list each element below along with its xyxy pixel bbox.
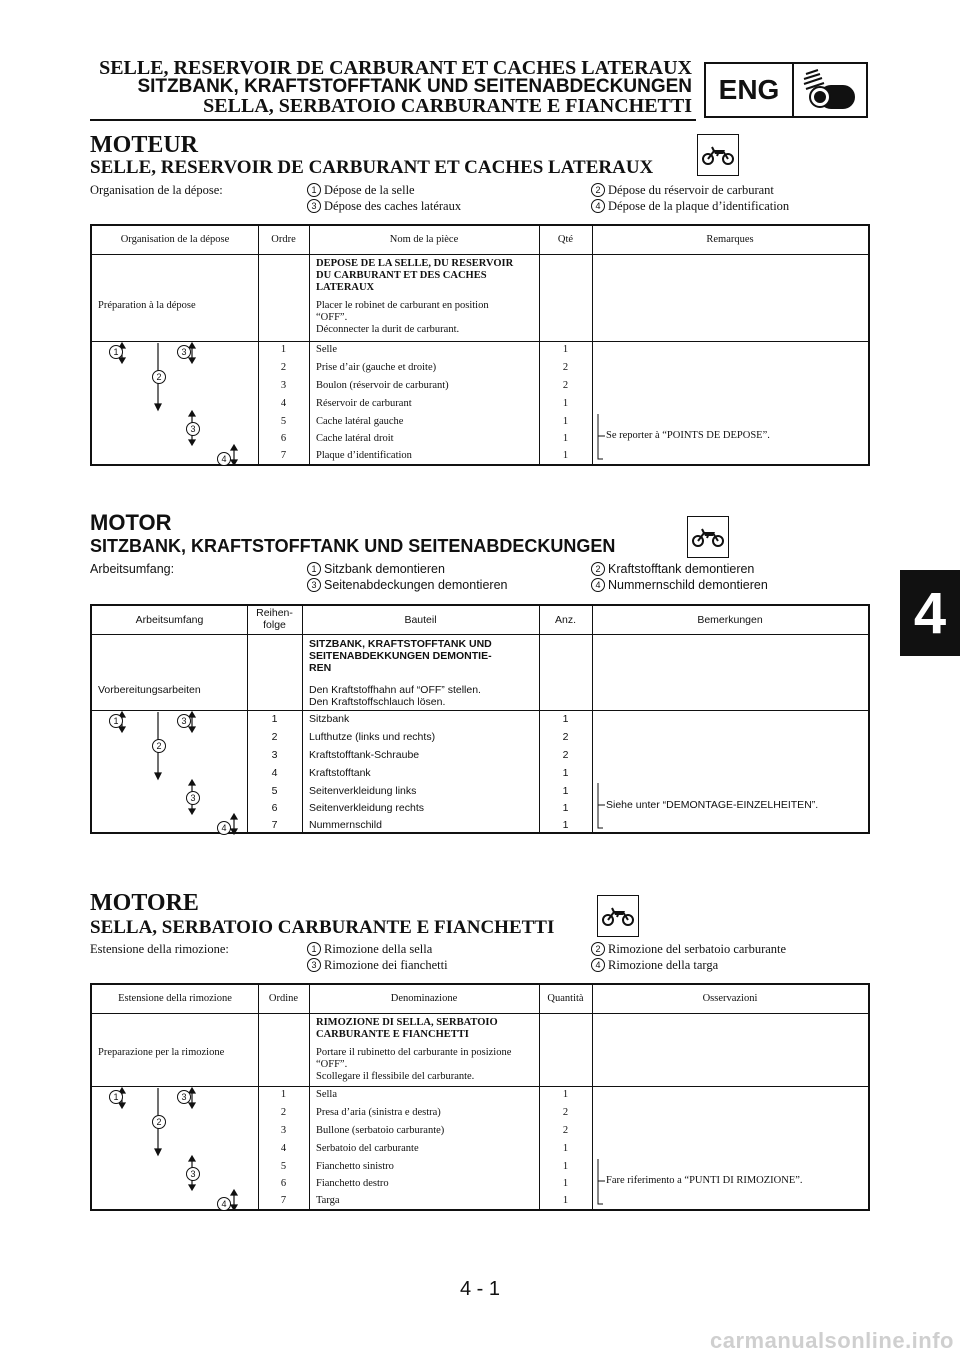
step-number-badge: 3 (307, 578, 321, 592)
qty-cell: 1 (562, 785, 569, 797)
org-step-text: Dépose des caches latéraux (324, 199, 462, 213)
remark-text: Se reporter à “POINTS DE DEPOSE”. (606, 430, 770, 441)
step-number-badge: 4 (591, 578, 605, 592)
qty-cell: 2 (562, 1125, 569, 1136)
order-cell: 3 (280, 380, 287, 391)
col-divider (309, 226, 310, 464)
remark-bracket (597, 783, 605, 829)
eng-label: ENG (706, 64, 794, 116)
prep-instructions (316, 300, 489, 336)
step-number-badge: 4 (591, 199, 605, 213)
engine-icon (794, 64, 866, 116)
prep-title (316, 258, 513, 294)
order-cell: 1 (280, 1089, 287, 1100)
motorcycle-icon (697, 134, 739, 176)
prep-line: Den Kraftstoffschlauch lösen. (309, 696, 446, 708)
qty-cell: 1 (562, 1195, 569, 1206)
section-subheading: SELLA, SERBATOIO CARBURANTE E FIANCHETTI (90, 917, 555, 938)
removal-table (90, 224, 870, 466)
prep-line: Déconnecter la durit de carburant. (316, 324, 460, 335)
qty-cell: 1 (562, 1178, 569, 1189)
prep-title-line: RIMOZIONE DI SELLA, SERBATOIO (316, 1017, 498, 1028)
part-name-cell: Bullone (serbatoio carburante) (316, 1125, 445, 1136)
prep-title-line: DEPOSE DE LA SELLE, DU RESERVOIR (316, 258, 514, 269)
org-step-text: Dépose de la plaque d’identification (608, 199, 790, 213)
sequence-marker-1: 1 (109, 1090, 123, 1104)
col-header: Ordre (271, 234, 296, 245)
qty-cell: 1 (562, 344, 569, 355)
col-header: Remarques (706, 234, 754, 245)
org-step-text: Dépose du réservoir de carburant (608, 183, 774, 197)
col-divider (592, 606, 593, 832)
prep-instructions (309, 684, 481, 708)
sequence-marker-1: 1 (109, 714, 123, 728)
order-cell: 5 (280, 1161, 287, 1172)
org-label: Estensione della rimozione: (90, 942, 229, 956)
order-cell: 5 (271, 785, 278, 797)
col-header: Bemerkungen (697, 614, 763, 626)
order-cell: 7 (280, 450, 287, 461)
part-name-cell: Fianchetto sinistro (316, 1161, 394, 1172)
org-step-2 (591, 562, 754, 577)
prep-title-line: LATERAUX (316, 282, 375, 293)
prep-instructions (316, 1047, 511, 1083)
qty-cell: 2 (562, 749, 569, 761)
qty-cell: 1 (562, 433, 569, 444)
watermark: carmanualsonline.info (710, 1328, 954, 1353)
order-cell: 1 (280, 344, 287, 355)
org-step-text: Kraftstofftank demontieren (608, 562, 755, 576)
prep-line: Placer le robinet de carburant en position (316, 300, 489, 311)
qty-cell: 1 (562, 802, 569, 814)
qty-cell: 1 (562, 450, 569, 461)
part-name-cell: Nummernschild (309, 819, 382, 831)
org-step-text: Rimozione della targa (608, 958, 719, 972)
prep-title-line: REN (309, 662, 332, 674)
col-divider (592, 985, 593, 1209)
order-cell: 2 (280, 362, 287, 373)
removal-table (90, 604, 870, 834)
step-number-badge: 2 (591, 183, 605, 197)
remark-text: Siehe unter “DEMONTAGE-EINZELHEITEN”. (606, 799, 819, 811)
part-name-cell: Selle (316, 344, 337, 355)
col-header: Qté (557, 234, 574, 245)
org-step-text: Nummernschild demontieren (608, 578, 768, 592)
sequence-marker-3b: 3 (186, 1167, 200, 1181)
org-label: Organisation de la dépose: (90, 183, 223, 197)
org-step-1 (307, 562, 445, 577)
col-header: Bauteil (404, 614, 437, 626)
order-cell: 4 (280, 1143, 287, 1154)
sequence-marker-3b: 3 (186, 422, 200, 436)
org-step-text: Rimozione della sella (324, 942, 433, 956)
order-cell: 4 (280, 398, 287, 409)
part-name-cell: Sitzbank (309, 713, 350, 725)
prep-title-line: DU CARBURANT ET DES CACHES (316, 270, 487, 281)
org-step-4 (591, 578, 768, 593)
col-header: Ordine (268, 993, 299, 1004)
removal-table (90, 983, 870, 1211)
col-header: Denominazione (390, 993, 458, 1004)
order-cell: 6 (271, 802, 278, 814)
row-divider (92, 634, 868, 635)
eng-badge (704, 62, 868, 118)
qty-cell: 1 (562, 819, 569, 831)
header-line-1: SELLE, RESERVOIR DE CARBURANT ET CACHES LATERAUX (99, 57, 692, 79)
prep-title (316, 1017, 498, 1041)
part-name-cell: Presa d’aria (sinistra e destra) (316, 1107, 441, 1118)
qty-cell: 1 (562, 713, 569, 725)
org-step-text: Sitzbank demontieren (324, 562, 445, 576)
page-number: 4 - 1 (459, 1278, 501, 1300)
sequence-marker-3b: 3 (186, 791, 200, 805)
prep-label: Vorbereitungsarbeiten (98, 684, 201, 696)
qty-cell: 2 (562, 380, 569, 391)
row-divider (92, 254, 868, 255)
step-number-badge: 4 (591, 958, 605, 972)
sequence-marker-4: 4 (217, 821, 231, 835)
motorcycle-icon (597, 895, 639, 937)
order-cell: 7 (271, 819, 278, 831)
org-step-4 (591, 199, 789, 214)
section-heading: MOTOR (90, 510, 172, 535)
prep-label: Préparation à la dépose (98, 300, 196, 311)
qty-cell: 1 (562, 398, 569, 409)
header-line-3: SELLA, SERBATOIO CARBURANTE E FIANCHETTI (203, 95, 692, 117)
step-number-badge: 2 (591, 562, 605, 576)
row-divider (92, 1013, 868, 1014)
qty-cell: 2 (562, 1107, 569, 1118)
qty-cell: 2 (562, 731, 569, 743)
org-label: Arbeitsumfang: (90, 562, 175, 576)
remark-bracket (597, 414, 605, 460)
part-name-cell: Cache latéral gauche (316, 416, 404, 427)
prep-title-line: SITZBANK, KRAFTSTOFFTANK UND (309, 638, 492, 650)
col-header: Estensione della rimozione (118, 993, 232, 1004)
part-name-cell: Kraftstofftank-Schraube (309, 749, 420, 761)
prep-title-line: SEITENABDEKKUNGEN DEMONTIE- (309, 650, 492, 662)
part-name-cell: Réservoir de carburant (316, 398, 412, 409)
order-cell: 4 (271, 767, 278, 779)
col-divider (302, 606, 303, 832)
col-header: Anz. (554, 614, 576, 626)
order-cell: 6 (280, 433, 287, 444)
order-cell: 6 (280, 1178, 287, 1189)
part-name-cell: Fianchetto destro (316, 1178, 389, 1189)
prep-label: Preparazione per la rimozione (98, 1047, 225, 1058)
col-header: Organisation de la dépose (120, 234, 230, 245)
header-rule (90, 119, 696, 121)
step-number-badge: 2 (591, 942, 605, 956)
section-subheading: SELLE, RESERVOIR DE CARBURANT ET CACHES LATERAUX (90, 157, 654, 178)
part-name-cell: Seitenverkleidung rechts (309, 802, 424, 814)
chapter-tab: 4 (900, 570, 960, 656)
org-step-1 (307, 942, 432, 957)
order-cell: 2 (271, 731, 278, 743)
sequence-marker-3: 3 (177, 345, 191, 359)
col-header: Quantità (547, 993, 584, 1004)
qty-cell: 1 (562, 1161, 569, 1172)
org-step-4 (591, 958, 718, 973)
step-number-badge: 1 (307, 183, 321, 197)
step-number-badge: 1 (307, 942, 321, 956)
org-step-3 (307, 958, 448, 973)
org-step-1 (307, 183, 415, 198)
col-header-line: folge (263, 619, 286, 631)
sequence-marker-1: 1 (109, 345, 123, 359)
removal-sequence-diagram (92, 341, 258, 466)
qty-cell: 1 (562, 416, 569, 427)
step-number-badge: 3 (307, 958, 321, 972)
qty-cell: 2 (562, 362, 569, 373)
qty-cell: 1 (562, 767, 569, 779)
part-name-cell: Prise d’air (gauche et droite) (316, 362, 437, 373)
section-subheading: SITZBANK, KRAFTSTOFFTANK UND SEITENABDECKUNGEN (90, 536, 616, 556)
prep-title-line: CARBURANTE E FIANCHETTI (316, 1029, 469, 1040)
prep-line: Den Kraftstoffhahn auf “OFF” stellen. (309, 684, 481, 696)
col-divider (592, 226, 593, 464)
part-name-cell: Boulon (réservoir de carburant) (316, 380, 449, 391)
org-step-3 (307, 578, 507, 593)
part-name-cell: Kraftstofftank (309, 767, 371, 779)
sequence-marker-2: 2 (152, 370, 166, 384)
removal-sequence-diagram (92, 1086, 258, 1211)
prep-line: “OFF”. (316, 1059, 348, 1070)
sequence-marker-4: 4 (217, 1197, 231, 1211)
part-name-cell: Serbatoio del carburante (316, 1143, 419, 1154)
part-name-cell: Lufthutze (links und rechts) (309, 731, 436, 743)
qty-cell: 1 (562, 1089, 569, 1100)
org-step-text: Dépose de la selle (324, 183, 415, 197)
order-cell: 2 (280, 1107, 287, 1118)
part-name-cell: Targa (316, 1195, 340, 1206)
sequence-marker-4: 4 (217, 452, 231, 466)
removal-sequence-diagram (92, 710, 247, 835)
col-divider (309, 985, 310, 1209)
org-step-2 (591, 183, 774, 198)
org-step-2 (591, 942, 786, 957)
step-number-badge: 3 (307, 199, 321, 213)
org-step-3 (307, 199, 461, 214)
part-name-cell: Seitenverkleidung links (309, 785, 417, 797)
remark-bracket (597, 1159, 605, 1205)
order-cell: 5 (280, 416, 287, 427)
step-number-badge: 1 (307, 562, 321, 576)
org-step-text: Seitenabdeckungen demontieren (324, 578, 508, 592)
prep-line: Scollegare il flessibile del carburante. (316, 1071, 475, 1082)
part-name-cell: Cache latéral droit (316, 433, 394, 444)
prep-line: Portare il rubinetto del carburante in posizione (316, 1047, 512, 1058)
col-header: Nom de la pièce (389, 234, 459, 245)
col-header-line: Reihen- (256, 607, 293, 619)
col-header-order (247, 607, 302, 631)
org-step-text: Rimozione del serbatoio carburante (608, 942, 787, 956)
org-step-text: Rimozione dei fianchetti (324, 958, 448, 972)
section-heading: MOTEUR (90, 132, 198, 158)
order-cell: 3 (271, 749, 278, 761)
order-cell: 3 (280, 1125, 287, 1136)
order-cell: 7 (280, 1195, 287, 1206)
sequence-marker-2: 2 (152, 739, 166, 753)
part-name-cell: Plaque d’identification (316, 450, 412, 461)
col-header: Arbeitsumfang (135, 614, 204, 626)
section-heading: MOTORE (90, 890, 199, 916)
remark-text: Fare riferimento a “PUNTI DI RIMOZIONE”. (606, 1175, 803, 1186)
prep-line: “OFF”. (316, 312, 348, 323)
col-header: Osservazioni (702, 993, 758, 1004)
qty-cell: 1 (562, 1143, 569, 1154)
sequence-marker-3: 3 (177, 714, 191, 728)
prep-title (309, 638, 492, 674)
header-line-2: SITZBANK, KRAFTSTOFFTANK UND SEITENABDECKUNGEN (137, 76, 692, 97)
part-name-cell: Sella (316, 1089, 337, 1100)
sequence-marker-2: 2 (152, 1115, 166, 1129)
order-cell: 1 (271, 713, 278, 725)
sequence-marker-3: 3 (177, 1090, 191, 1104)
motorcycle-icon (687, 516, 729, 558)
